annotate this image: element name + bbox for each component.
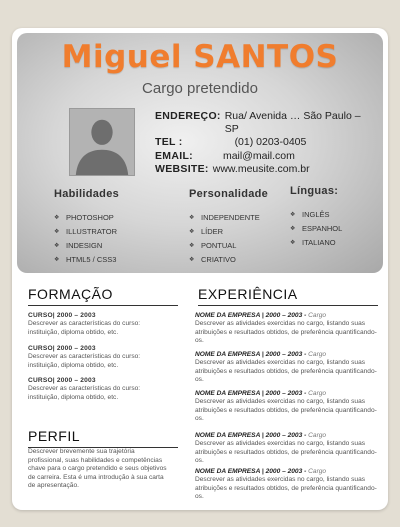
experience-entry: NOME DA EMPRESA | 2000 – 2003 - Cargo Descrever as atividades exercidas no cargo, listando suas atribuições e resultados obtidos, de preferência quantificando- os. bbox=[195, 312, 377, 345]
contact-address bbox=[155, 110, 375, 135]
resume-page bbox=[12, 28, 388, 510]
resume-header bbox=[17, 33, 383, 273]
diamond-bullet-icon: ❖ bbox=[54, 214, 60, 221]
diamond-bullet-icon: ❖ bbox=[290, 211, 296, 218]
skill-item: ❖ ILLUSTRATOR bbox=[54, 226, 117, 236]
personality-column bbox=[189, 188, 268, 266]
address-value: Rua/ Avenida … São Paulo – SP bbox=[224, 110, 361, 135]
profile-photo-placeholder bbox=[69, 108, 135, 176]
address-label: ENDEREÇO: bbox=[155, 110, 221, 122]
diamond-bullet-icon: ❖ bbox=[189, 228, 195, 235]
diamond-bullet-icon: ❖ bbox=[54, 228, 60, 235]
experience-entry: NOME DA EMPRESA | 2000 – 2003 - Cargo Descrever as atividades exercidas no cargo, listando suas atribuições e resultados obtidos, de preferência quantificando- os. bbox=[195, 432, 377, 465]
diamond-bullet-icon: ❖ bbox=[54, 242, 60, 249]
languages-title: Línguas: bbox=[290, 185, 339, 197]
perfil-text: Descrever brevemente sua trajetória profissional, suas habilidades e competências chave para o cargo pretendido e seus objetivos de carreira. Esta é uma introdução à sua carta de apresentação. bbox=[28, 448, 167, 490]
diamond-bullet-icon: ❖ bbox=[54, 256, 60, 263]
personality-item: ❖ CRIATIVO bbox=[189, 254, 236, 264]
personality-title: Personalidade bbox=[189, 188, 269, 200]
contact-email bbox=[155, 150, 375, 163]
language-item: ❖ INGLÊS bbox=[290, 209, 330, 219]
diamond-bullet-icon: ❖ bbox=[189, 242, 195, 249]
personality-item: ❖ LÍDER bbox=[189, 226, 224, 236]
experience-entry: NOME DA EMPRESA | 2000 – 2003 - Cargo Descrever as atividades exercidas no cargo, listando suas atribuições e resultados obtidos, de preferência quantificando- os. bbox=[195, 351, 377, 384]
perfil-title: PERFIL bbox=[28, 428, 178, 448]
language-item: ❖ ITALIANO bbox=[290, 237, 336, 247]
email-value[interactable]: mail@mail.com bbox=[222, 149, 295, 162]
job-title: Cargo pretendido bbox=[142, 80, 258, 97]
languages-column bbox=[290, 185, 343, 249]
website-value[interactable]: www.meusite.com.br bbox=[212, 163, 310, 175]
diamond-bullet-icon: ❖ bbox=[189, 256, 195, 263]
contact-website bbox=[155, 163, 375, 176]
skill-item: ❖ PHOTOSHOP bbox=[54, 212, 114, 222]
education-entry: CURSO| 2000 – 2003 Descrever as características do curso: instituição, diploma obtido, etc. bbox=[28, 345, 141, 369]
diamond-bullet-icon: ❖ bbox=[290, 239, 296, 246]
skills-title: Habilidades bbox=[54, 188, 120, 200]
personality-item: ❖ INDEPENDENTE bbox=[189, 212, 260, 222]
formacao-title: FORMAÇÃO bbox=[28, 286, 178, 306]
tel-value: (01) 0203-0405 bbox=[234, 136, 307, 148]
education-entry: CURSO| 2000 – 2003 Descrever as características do curso: instituição, diploma obtido, etc. bbox=[28, 377, 141, 401]
skills-column bbox=[54, 188, 119, 266]
skill-item: ❖ INDESIGN bbox=[54, 240, 103, 250]
diamond-bullet-icon: ❖ bbox=[290, 225, 296, 232]
website-label: WEBSITE: bbox=[155, 163, 209, 175]
experiencia-title: EXPERIÊNCIA bbox=[198, 286, 378, 306]
experience-entry: NOME DA EMPRESA | 2000 – 2003 - Cargo Descrever as atividades exercidas no cargo, listando suas atribuições e resultados obtidos, de preferência quantificando- os. bbox=[195, 390, 377, 423]
contact-info bbox=[155, 110, 375, 176]
contact-tel bbox=[155, 136, 375, 149]
diamond-bullet-icon: ❖ bbox=[189, 214, 195, 221]
person-silhouette-icon bbox=[70, 109, 134, 175]
skill-item: ❖ HTML5 / CSS3 bbox=[54, 254, 117, 264]
candidate-name: Miguel SANTOS bbox=[61, 39, 339, 75]
tel-label: TEL : bbox=[155, 136, 183, 148]
experience-entry: NOME DA EMPRESA | 2000 – 2003 - Cargo Descrever as atividades exercidas no cargo, listando suas atribuições e resultados obtidos, de preferência quantificando- os. bbox=[195, 468, 377, 501]
personality-item: ❖ PONTUAL bbox=[189, 240, 237, 250]
language-item: ❖ ESPANHOL bbox=[290, 223, 343, 233]
education-entry: CURSO| 2000 – 2003 Descrever as características do curso: instituição, diploma obtido, etc. bbox=[28, 312, 141, 336]
email-label: EMAIL: bbox=[155, 149, 193, 162]
